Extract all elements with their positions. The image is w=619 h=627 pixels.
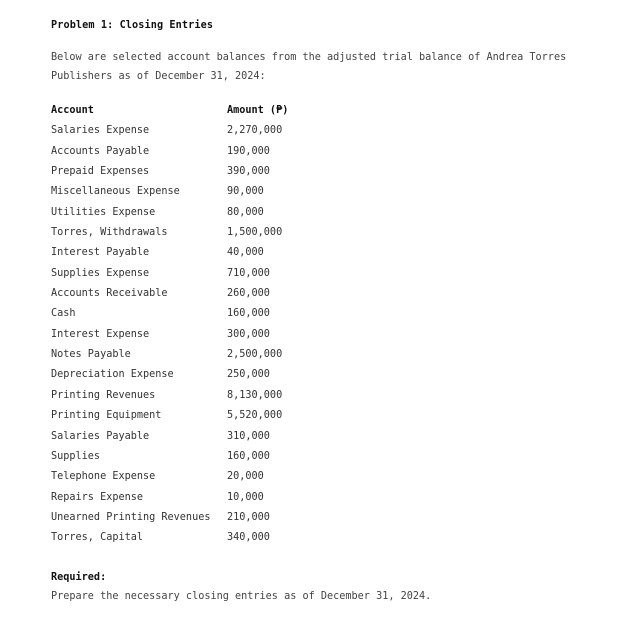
table-body [51, 125, 347, 552]
amount-cell: 210,000 [227, 511, 270, 523]
account-name-cell: Interest Expense [51, 328, 150, 340]
table-row [51, 431, 347, 451]
account-name-cell: Torres, Withdrawals [51, 227, 168, 239]
account-name-cell: Printing Revenues [51, 389, 156, 401]
amount-cell: 20,000 [227, 471, 264, 483]
table-row [51, 512, 347, 532]
table-row [51, 288, 347, 308]
amount-cell: 5,520,000 [227, 410, 283, 422]
amount-cell: 190,000 [227, 145, 270, 157]
amount-cell: 160,000 [227, 308, 270, 320]
account-name-cell: Repairs Expense [51, 491, 144, 503]
account-name-cell: Accounts Receivable [51, 288, 168, 300]
table-row [51, 369, 347, 389]
account-column-header: Account [51, 105, 94, 116]
table-row [51, 308, 347, 328]
amount-cell: 310,000 [227, 430, 270, 442]
table-row [51, 207, 347, 227]
table-row [51, 186, 347, 206]
amount-cell: 390,000 [227, 166, 270, 178]
table-row [51, 349, 347, 369]
amount-cell: 300,000 [227, 328, 270, 340]
account-name-cell: Cash [51, 308, 76, 320]
trial-balance-table [51, 105, 347, 553]
account-name-cell: Accounts Payable [51, 145, 150, 157]
amount-cell: 260,000 [227, 288, 270, 300]
account-name-cell: Interest Payable [51, 247, 150, 259]
account-name-cell: Miscellaneous Expense [51, 186, 180, 198]
account-name-cell: Torres, Capital [51, 532, 144, 544]
account-name-cell: Telephone Expense [51, 471, 156, 483]
account-name-cell: Supplies [51, 450, 101, 462]
problem-title: Problem 1: Closing Entries [51, 20, 214, 31]
table-row [51, 227, 347, 247]
table-row [51, 329, 347, 349]
amount-cell: 8,130,000 [227, 389, 283, 401]
table-row [51, 492, 347, 512]
amount-cell: 2,270,000 [227, 125, 283, 137]
amount-column-header: Amount (₱) [227, 105, 289, 116]
table-row [51, 451, 347, 471]
required-label: Required: [51, 572, 107, 583]
required-text: Prepare the necessary closing entries as of December 31, 2024. [51, 591, 432, 602]
account-name-cell: Salaries Payable [51, 430, 150, 442]
amount-cell: 10,000 [227, 491, 264, 503]
amount-cell: 1,500,000 [227, 227, 283, 239]
table-row [51, 125, 347, 145]
amount-cell: 2,500,000 [227, 349, 283, 361]
table-row [51, 410, 347, 430]
amount-cell: 40,000 [227, 247, 264, 259]
table-row [51, 390, 347, 410]
account-name-cell: Salaries Expense [51, 125, 150, 137]
amount-cell: 160,000 [227, 450, 270, 462]
table-header-row [51, 105, 347, 125]
table-row [51, 471, 347, 491]
table-row [51, 166, 347, 186]
amount-cell: 340,000 [227, 532, 270, 544]
problem-intro: Below are selected account balances from the adjusted trial balance of Andrea Torres Publishers as of December 31, 2024: [51, 52, 567, 82]
amount-cell: 710,000 [227, 267, 270, 279]
account-name-cell: Depreciation Expense [51, 369, 174, 381]
account-name-cell: Printing Equipment [51, 410, 162, 422]
account-name-cell: Prepaid Expenses [51, 166, 150, 178]
table-row [51, 268, 347, 288]
account-name-cell: Utilities Expense [51, 206, 156, 218]
account-name-cell: Notes Payable [51, 349, 131, 361]
account-name-cell: Supplies Expense [51, 267, 150, 279]
table-row [51, 247, 347, 267]
amount-cell: 90,000 [227, 186, 264, 198]
table-row [51, 532, 347, 552]
amount-cell: 80,000 [227, 206, 264, 218]
amount-cell: 250,000 [227, 369, 270, 381]
account-name-cell: Unearned Printing Revenues [51, 511, 211, 523]
table-row [51, 146, 347, 166]
